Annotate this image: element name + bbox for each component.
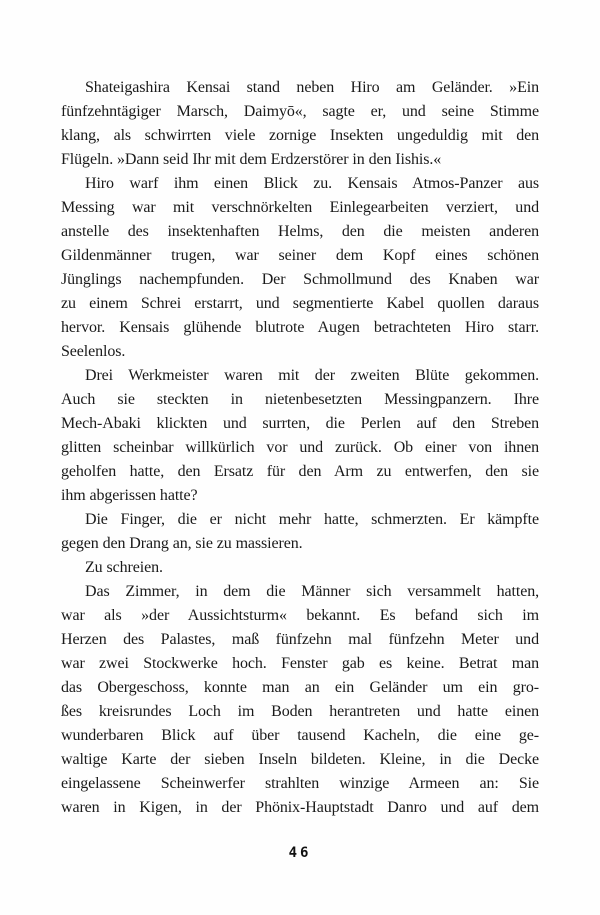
text-line: war als »der Aussichtsturm« bekannt. Es befand sich im	[61, 607, 539, 624]
text-line: gegen den Drang an, sie zu massieren.	[61, 535, 303, 552]
text-line: Mech-Abaki klickten und surrten, die Perlen auf den Streben	[61, 415, 539, 432]
text-line: wunderbaren Blick auf über tausend Kacheln, die eine ge-	[61, 727, 539, 744]
text-line: Messing war mit verschnörkelten Einlegearbeiten verziert, und	[61, 199, 539, 216]
text-line: klang, als schwirrten viele zornige Insekten ungeduldig mit den	[61, 127, 539, 144]
text-line: hervor. Kensais glühende blutrote Augen betrachteten Hiro starr.	[61, 319, 539, 336]
text-line: ßes kreisrundes Loch im Boden herantreten und hatte einen	[61, 703, 539, 720]
text-line: Herzen des Palastes, maß fünfzehn mal fünfzehn Meter und	[61, 631, 539, 648]
text-line: eingelassene Scheinwerfer strahlten winzige Armeen an: Sie	[61, 775, 539, 792]
text-line: waltige Karte der sieben Inseln bildeten. Kleine, in die Decke	[61, 751, 539, 768]
text-line: ihm abgerissen hatte?	[61, 487, 198, 504]
text-line: waren in Kigen, in der Phönix-Hauptstadt Danro und auf dem	[61, 799, 539, 816]
text-line: war zwei Stockwerke hoch. Fenster gab es keine. Betrat man	[61, 655, 539, 672]
text-line: das Obergeschoss, konnte man an ein Geländer um ein gro-	[61, 679, 539, 696]
text-line: Zu schreien.	[85, 559, 163, 576]
text-line: Auch sie steckten in nietenbesetzten Messingpanzern. Ihre	[61, 391, 539, 408]
text-line: Seelenlos.	[61, 343, 126, 360]
text-line: zu einem Schrei erstarrt, und segmentierte Kabel quollen daraus	[61, 295, 539, 312]
text-line: fünfzehntägiger Marsch, Daimyō«, sagte er, und seine Stimme	[61, 103, 539, 120]
text-line: Hiro warf ihm einen Blick zu. Kensais Atmos-Panzer aus	[85, 175, 539, 192]
text-line: Gildenmänner trugen, war seiner dem Kopf eines schönen	[61, 247, 539, 264]
text-line: Die Finger, die er nicht mehr hatte, schmerzten. Er kämpfte	[85, 511, 539, 528]
text-line: anstelle des insektenhaften Helms, den die meisten anderen	[61, 223, 539, 240]
page-text	[61, 76, 539, 820]
text-line: Flügeln. »Dann seid Ihr mit dem Erdzerstörer in den Iishis.«	[61, 151, 442, 168]
text-line: Drei Werkmeister waren mit der zweiten Blüte gekommen.	[85, 367, 539, 384]
text-line: Shateigashira Kensai stand neben Hiro am Geländer. »Ein	[85, 79, 539, 96]
page-number: 46	[288, 845, 312, 861]
text-line: glitten scheinbar willkürlich vor und zurück. Ob einer von ihnen	[61, 439, 539, 456]
text-line: Jünglings nachempfunden. Der Schmollmund des Knaben war	[61, 271, 539, 288]
text-line: geholfen hatte, den Ersatz für den Arm zu entwerfen, den sie	[61, 463, 539, 480]
text-line: Das Zimmer, in dem die Männer sich versammelt hatten,	[85, 583, 539, 600]
